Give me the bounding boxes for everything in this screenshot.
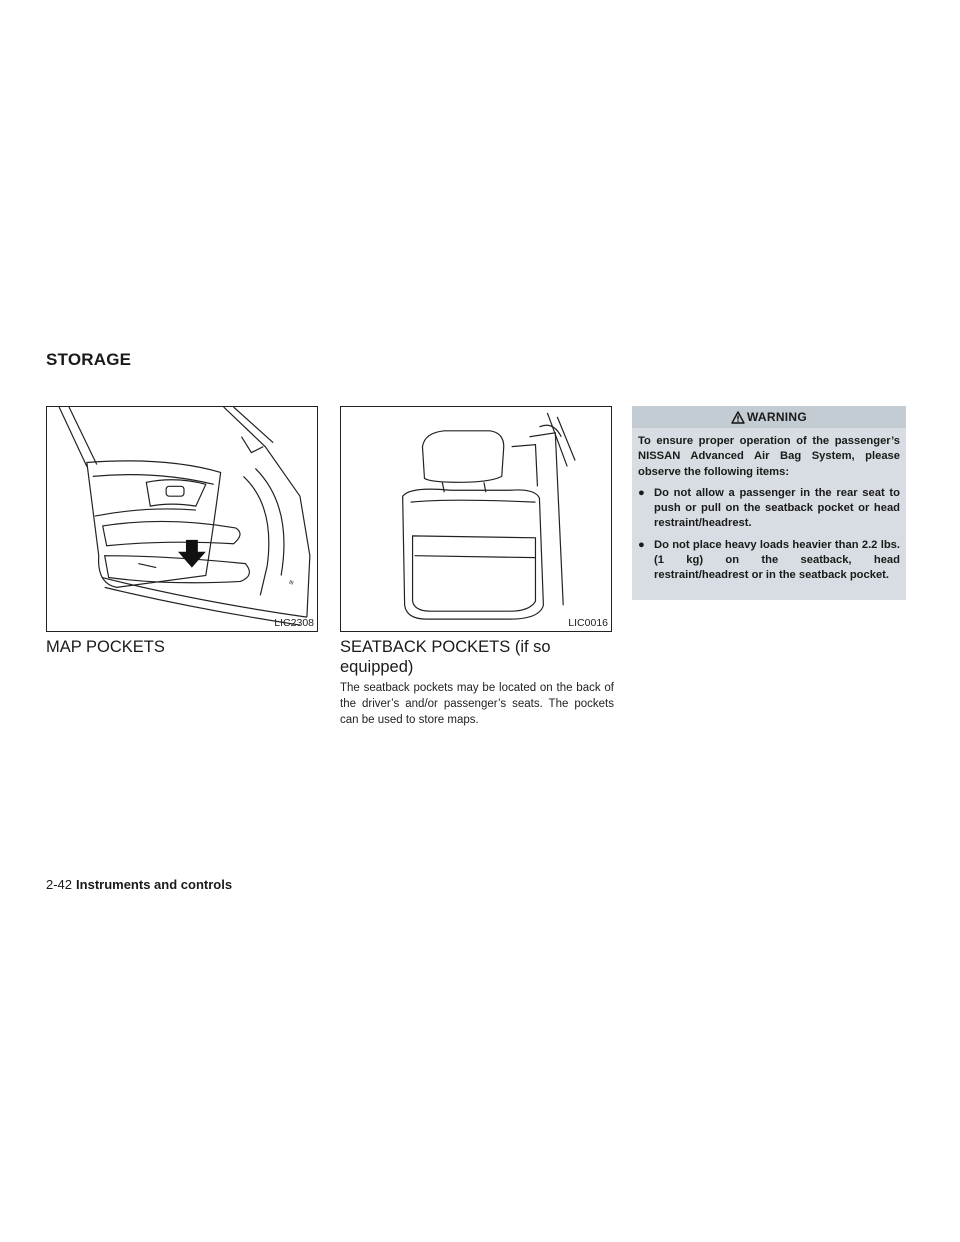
warning-title: WARNING	[746, 410, 808, 424]
section-title: STORAGE	[46, 350, 132, 369]
map-pockets-heading: MAP POCKETS	[46, 638, 165, 656]
figure-code: LIC2308	[274, 617, 314, 629]
warning-header	[632, 406, 906, 428]
warning-intro: To ensure proper operation of the passenger’s NISSAN Advanced Air Bag System, please observe the following items:	[638, 435, 900, 478]
seatback-pockets-heading: SEATBACK POCKETS (if so equipped)	[340, 638, 551, 676]
seatback-pockets-body: The seatback pockets may be located on the back of the driver’s and/or passenger’s seats. The pockets can be used to store maps.	[340, 682, 614, 726]
warning-item	[638, 538, 900, 584]
warning-list	[638, 486, 900, 584]
figure-code: LIC0016	[568, 617, 608, 629]
map-pocket-figure	[46, 406, 318, 632]
bullet-icon: ●	[638, 486, 645, 499]
page-number: 2-42	[46, 877, 73, 892]
warning-item	[638, 486, 900, 532]
warning-item-text: Do not allow a passenger in the rear seat to push or pull on the seatback pocket or head restraint/headrest.	[654, 486, 900, 530]
seatback-pocket-figure	[340, 406, 612, 632]
svg-text:≡: ≡	[286, 578, 297, 587]
door-pocket-illustration	[47, 407, 317, 631]
warning-box	[632, 406, 906, 600]
warning-triangle-icon	[731, 411, 745, 424]
seatback-illustration	[341, 407, 611, 631]
chapter-title: Instruments and controls	[76, 877, 233, 892]
page-footer	[46, 877, 232, 892]
warning-item-text: Do not place heavy loads heavier than 2.2 lbs. (1 kg) on the seatback, head restraint/headrest or in the seatback pocket.	[654, 538, 900, 582]
bullet-icon: ●	[638, 538, 645, 551]
